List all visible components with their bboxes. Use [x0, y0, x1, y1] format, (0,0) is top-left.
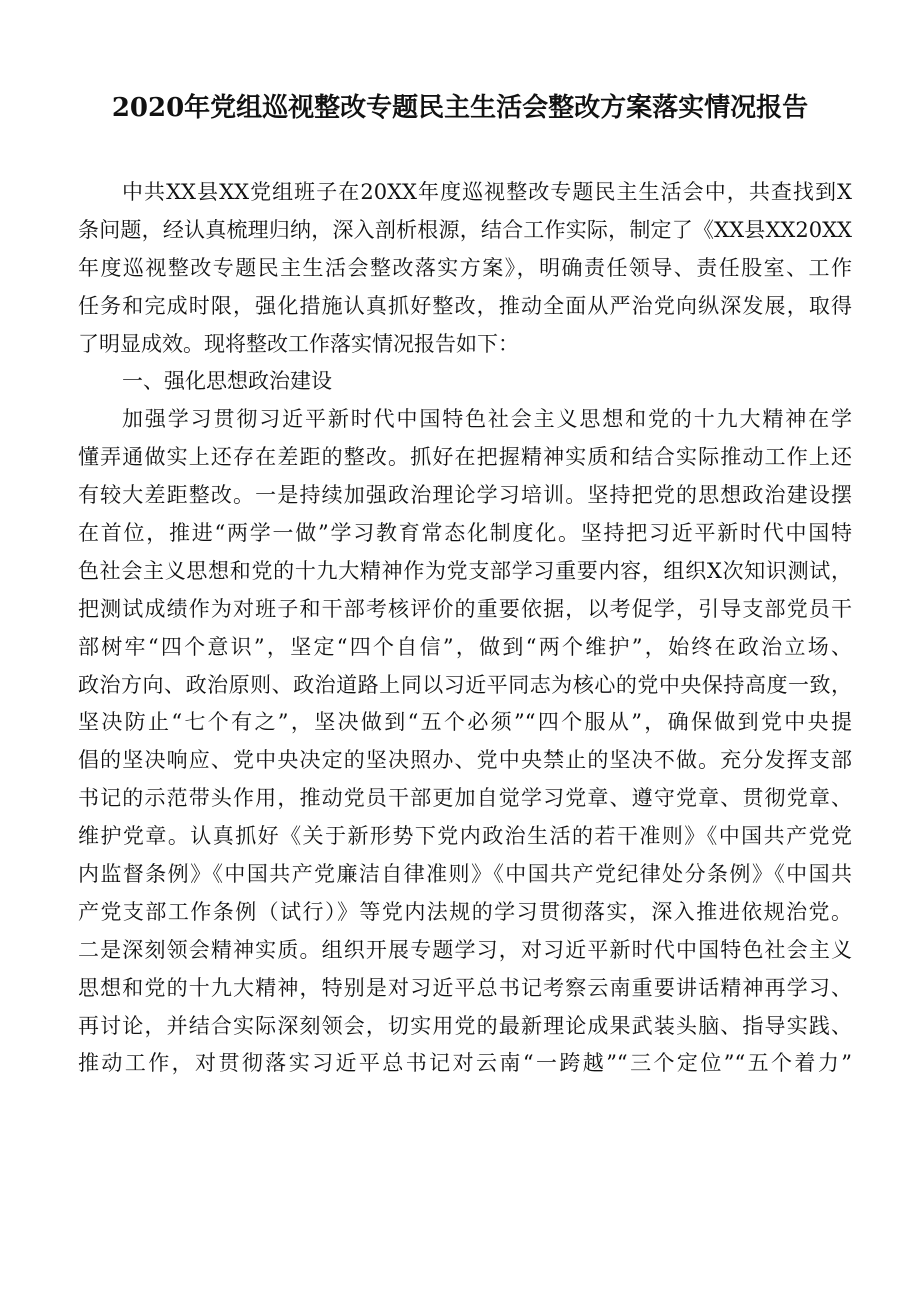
paragraph-line: 年度巡视整改专题民主生活会整改落实方案》，明确责任领导、责任股室、工作	[78, 255, 852, 280]
paragraph-line: 把测试成绩作为对班子和干部考核评价的重要依据，以考促学，引导支部党员干	[78, 596, 852, 621]
document-body	[78, 174, 852, 1083]
paragraph-line: 二是深刻领会精神实质。组织开展专题学习，对习近平新时代中国特色社会主义	[78, 937, 852, 962]
paragraph-line: 懂弄通做实上还存在差距的整改。抓好在把握精神实质和结合实际推动工作上还	[78, 445, 852, 470]
section-heading: 一、强化思想政治建设	[122, 369, 332, 394]
paragraph-line: 产党支部工作条例（试行）》等党内法规的学习贯彻落实，深入推进依规治党。	[78, 899, 852, 924]
page-title: 2020年党组巡视整改专题民主生活会整改方案落实情况报告	[111, 93, 809, 123]
paragraph-line: 色社会主义思想和党的十九大精神作为党支部学习重要内容，组织X次知识测试，	[78, 558, 852, 583]
paragraph-line: 中共XX县XX党组班子在20XX年度巡视整改专题民主生活会中，共查找到X	[122, 180, 852, 204]
paragraph-line: 内监督条例》《中国共产党廉洁自律准则》《中国共产党纪律处分条例》《中国共	[78, 862, 852, 887]
paragraph-line: 思想和党的十九大精神，特别是对习近平总书记考察云南重要讲话精神再学习、	[78, 975, 852, 1000]
paragraph-line: 了明显成效。现将整改工作落实情况报告如下：	[78, 331, 519, 356]
paragraph-line: 政治方向、政治原则、政治道路上同以习近平同志为核心的党中央保持高度一致，	[78, 672, 852, 697]
paragraph-line: 任务和完成时限，强化措施认真抓好整改，推动全面从严治党向纵深发展，取得	[78, 293, 852, 318]
paragraph-line: 部树牢“四个意识”，坚定“四个自信”，做到“两个维护”，始终在政治立场、	[78, 634, 852, 659]
paragraph-line: 坚决防止“七个有之”，坚决做到“五个必须”“四个服从”，确保做到党中央提	[78, 710, 852, 735]
paragraph-line: 加强学习贯彻习近平新时代中国特色社会主义思想和党的十九大精神在学	[122, 407, 852, 432]
paragraph-line: 条问题，经认真梳理归纳，深入剖析根源，结合工作实际，制定了《XX县XX20XX	[78, 217, 852, 242]
paragraph-line: 在首位，推进“两学一做”学习教育常态化制度化。坚持把习近平新时代中国特	[78, 521, 852, 546]
paragraph-line: 有较大差距整改。一是持续加强政治理论学习培训。坚持把党的思想政治建设摆	[78, 483, 852, 508]
paragraph-line: 维护党章。认真抓好《关于新形势下党内政治生活的若干准则》《中国共产党党	[78, 824, 852, 849]
paragraph-line: 再讨论，并结合实际深刻领会，切实用党的最新理论成果武装头脑、指导实践、	[78, 1013, 852, 1038]
paragraph-line: 倡的坚决响应、党中央决定的坚决照办、党中央禁止的坚决不做。充分发挥支部	[78, 748, 852, 773]
paragraph-line: 书记的示范带头作用，推动党员干部更加自觉学习党章、遵守党章、贯彻党章、	[78, 786, 852, 811]
paragraph-line: 推动工作，对贯彻落实习近平总书记对云南“一跨越”“三个定位”“五个着力”	[78, 1051, 852, 1076]
